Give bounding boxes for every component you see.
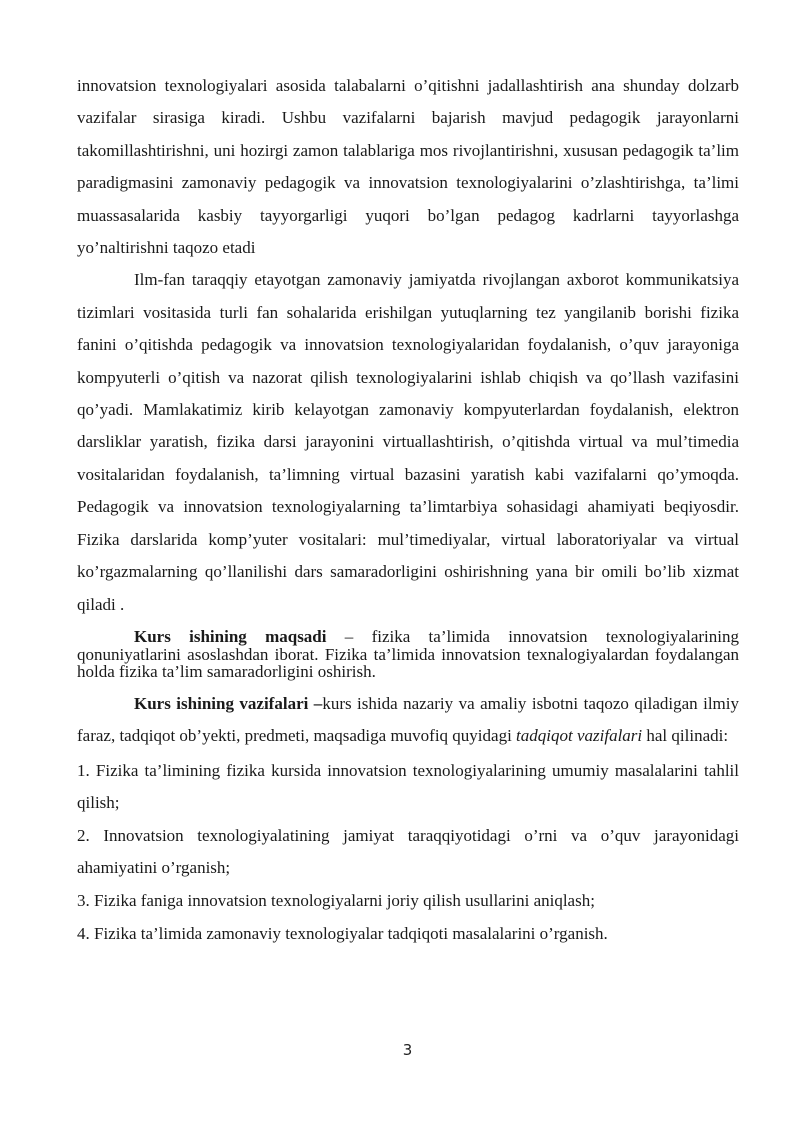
goal-text: – fizika ta’limida innovatsion texnologiyalarining qonuniyatlarini asoslashdan iborat. Fizika ta’limida innovatsion texnalogiyalardan foydalangan holda fizika ta’lim samaradorligini oshirish. [77, 626, 739, 682]
tasks-paragraph [77, 688, 739, 753]
list-item: 2. Innovatsion texnologiyalatining jamiyat taraqqiyotidagi o’rni va o’quv jarayonidagi ahamiyatini o’rganish; [77, 825, 739, 877]
tasks-text-end: hal qilinadi: [642, 726, 729, 746]
list-item: 1. Fizika ta’limining fizika kursida innovatsion texnologiyalarining umumiy masalalarini tahlil qilish; [77, 760, 739, 812]
list-item: 3. Fizika faniga innovatsion texnologiyalarni joriy qilish usullarini aniqlash; [77, 890, 595, 910]
page-number: 3 [402, 1041, 413, 1059]
body-paragraph: Ilm-fan taraqqiy etayotgan zamonaviy jamiyatda rivojlangan axborot kommunikatsiya tizimlari vositasida turli fan sohalarida erishilgan yutuqlarning tez yangilanib borishi fizika fanini o’qitishda pedagogik va innovatsion texnologiyalaridan foydalanish, o’quv jarayoniga kompyuterli o’qitish va nazorat qilish texnologiyalarini ishlab chiqish va qo’llash vazifasini qo’yadi. Mamlakatimiz kirib kelayotgan zamonaviy kompyuterlardan foydalanish, elektron darsliklar yaratish, fizika darsi jarayonini virtuallashtirish, o’qitishda virtual va mul’timedia vositalaridan foydalanish, ta’limning virtual bazasini yaratish kabi vazifalarni qo’ymoqda. Pedagogik va innovatsion texnologiyalarning ta’limtarbiya sohasidagi ahamiyati beqiyosdir. Fizika darslarida komp’yuter vositalari: mul’timediyalar, virtual laboratoriyalar va virtual ko’rgazmalarning qo’llanilishi dars samaradorligini oshirishning yana bir omili bo’lib xizmat qiladi . [77, 270, 739, 614]
tasks-text: kurs ishida nazariy va amaliy isbotni taqozo qiladigan ilmiy faraz, tadqiqot ob’yekti, predmeti, maqsadiga muvofiq quyidagi [77, 693, 739, 746]
body-paragraph: innovatsion texnologiyalari asosida talabalarni o’qitishni jadallashtirish ana shunday dolzarb vazifalar sirasiga kiradi. Ushbu vazifalarni bajarish mavjud pedagogik jarayonlarni takomillashtirishni, uni hozirgi zamon talablariga mos rivojlantirishni, xususan pedagogik ta’lim paradigmasini zamonaviy pedagogik va innovatsion texnologiyalarini o’zlashtirishga, ta’limi muassasalarida kasbiy tayyorgarligi yuqori bo’lgan pedagog kadrlarni tayyorlashga yo’naltirishni taqozo etadi [77, 76, 739, 258]
goal-paragraph [77, 628, 739, 681]
tasks-italic-term: tadqiqot vazifalari [516, 726, 643, 746]
goal-label: Kurs ishining maqsadi [134, 626, 327, 646]
document-page [77, 70, 739, 950]
tasks-label: Kurs ishining vazifalari – [134, 693, 323, 713]
list-item: 4. Fizika ta’limida zamonaviy texnologiyalar tadqiqoti masalalarini o’rganish. [77, 923, 608, 943]
